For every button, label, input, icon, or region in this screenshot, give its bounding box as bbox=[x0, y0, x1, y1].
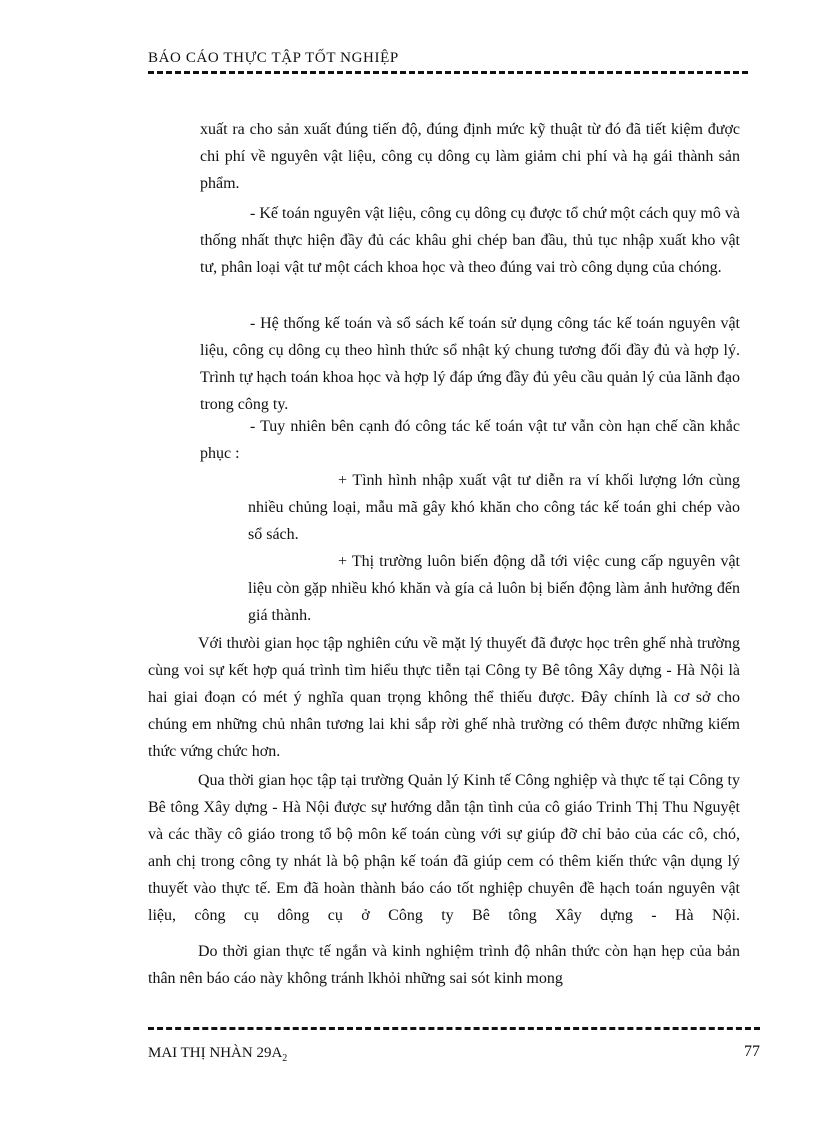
paragraph-materials-accounting: - Kế toán nguyên vật liệu, công cụ dông cụ được tổ chứ một cách quy mô và thống nhất thực hiện đầy đủ các khâu ghi chép ban đầu, thủ tục nhập xuất kho vật tư, phân loại vật tư một cách khoa học và theo đúng vai trò công dụng của chóng. bbox=[200, 205, 740, 276]
report-title: BÁO CÁO THỰC TẬP TỐT NGHIỆP bbox=[148, 50, 399, 66]
paragraph-limitations: - Tuy nhiên bên cạnh đó công tác kế toán vật tư vẫn còn hạn chế cần khắc phục : bbox=[200, 418, 740, 462]
page-number: 77 bbox=[744, 1043, 760, 1060]
paragraph-acknowledgement: Qua thời gian học tập tại trường Quản lý Kinh tế Công nghiệp và thực tế tại Công ty Bê tông Xây dựng - Hà Nội được sự hướng dẫn tận tình của cô giáo Trinh Thị Thu Nguyệt và các thầy cô giáo trong tổ bộ môn kế toán cùng với sự giúp đỡ chỉ bảo của các cô, chó, anh chị trong công ty nhát là bộ phận kế toán đã giúp cem có thêm kiến thức vận dụng lý thuyết vào thực tế. Em đã hoàn thành báo cáo tốt nghiệp chuyên đề hạch toán nguyên vật liệu, công cụ dông cụ ở Công ty Bê tông Xây dựng - Hà Nội. bbox=[148, 772, 740, 924]
header-divider bbox=[148, 71, 748, 74]
paragraph-closing: Do thời gian thực tế ngắn và kinh nghiệm trình độ nhân thức còn hạn hẹp của bản thân nên báo cáo này không tránh lkhỏi những sai sót kinh mong bbox=[148, 943, 740, 987]
footer-divider bbox=[148, 1027, 760, 1030]
author-name: MAI THỊ NHÀN $29A_2$ bbox=[148, 1045, 288, 1064]
page-header bbox=[148, 50, 748, 67]
paragraph-study-period: Với thưòi gian học tập nghiên cứu về mặt lý thuyết đã được học trên ghế nhà trường cùng voi sự kết hợp quá trình tìm hiểu thực tiễn tại Công ty Bê tông Xây dựng - Hà Nội là hai giai đoạn có mét ý nghĩa quan trọng không thể thiếu được. Đây chính là cơ sở cho chúng em những chủ nhân tương lai khi sắp rời ghế nhà trường có thêm được những kiếm thức vứng chức hơn. bbox=[148, 635, 740, 760]
paragraph-continuation: xuất ra cho sản xuất đúng tiến độ, đúng định mức kỹ thuật từ đó đã tiết kiệm được chi phí về nguyên vật liệu, công cụ dông cụ làm giảm chi phí và hạ gái thành sản phẩm. bbox=[200, 121, 740, 192]
paragraph-accounting-system: - Hệ thống kế toán và sổ sách kế toán sử dụng công tác kế toán nguyên vật liệu, công cụ dông cụ theo hình thức sổ nhật ký chung tương đối đầy đủ và hợp lý. Trình tự hạch toán khoa học và hợp lý đáp ứng đầy đủ yêu cầu quản lý của lãnh đạo trong công ty. bbox=[200, 315, 740, 413]
author-class-subscript: 2 bbox=[282, 1053, 288, 1064]
paragraph-limitation-2: + Thị trường luôn biến động dẫ tới việc cung cấp nguyên vật liệu còn gặp nhiều khó khăn và gía cả luôn bị biến động làm ảnh hưởng đến giá thành. bbox=[248, 553, 740, 624]
paragraph-limitation-1: + Tình hình nhập xuất vật tư diễn ra ví khối lượng lớn cùng nhiều chủng loại, mẫu mã gây khó khăn cho công tác kế toán ghi chép vào sổ sách. bbox=[248, 472, 740, 543]
